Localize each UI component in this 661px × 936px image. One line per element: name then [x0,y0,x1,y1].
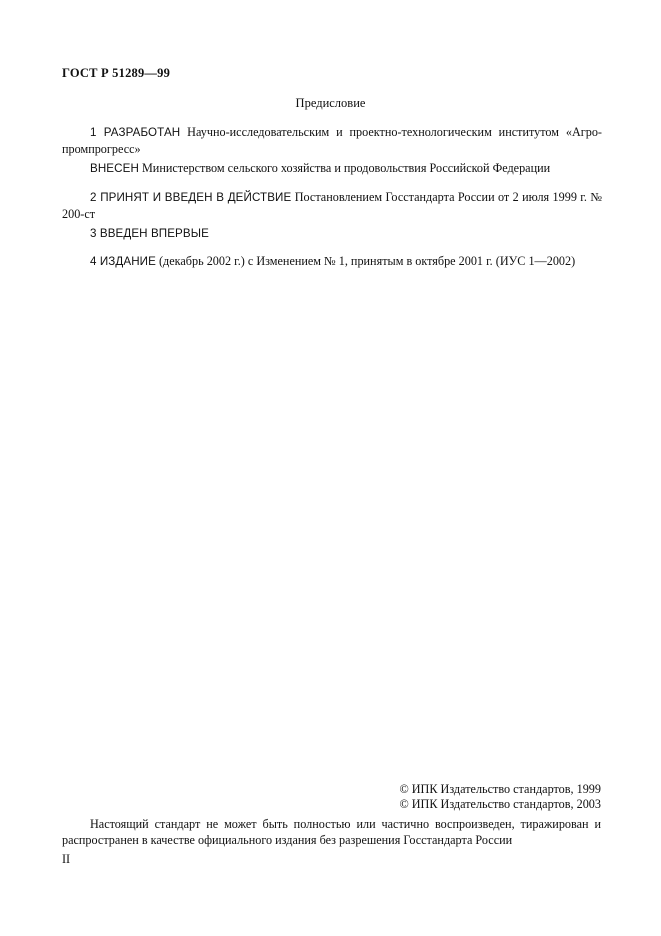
foreword-item-first-introduced [62,225,602,242]
item-lead: ВНЕСЕН [90,162,139,175]
item-text: Научно-исследовательским и проектно-технологическим институтом «Агро-промпрогресс» [62,125,602,156]
item-text: Постановлением Госстандарта России от 2 июля 1999 г. № 200-ст [62,190,602,221]
foreword-item-introduced [62,160,602,177]
copyright-line-1999: © ИПК Издательство стандартов, 1999 [399,782,601,796]
reproduction-notice [62,816,601,848]
section-title: Предисловие [295,96,366,110]
document-code: ГОСТ Р 51289—99 [62,66,171,80]
item-text: (декабрь 2002 г.) с Изменением № 1, принятым в октябре 2001 г. (ИУС 1—2002) [155,254,576,268]
page-number: II [62,852,71,866]
foreword-item-developed [62,124,602,157]
notice-text: Настоящий стандарт не может быть полностью или частично воспроизведен, тиражирован и распространен в качестве официального издания без разрешения Госстандарта России [62,817,601,847]
foreword-item-adopted [62,189,602,222]
item-text: Министерством сельского хозяйства и продовольствия Российской Федерации [138,161,551,175]
item-lead: 2 ПРИНЯТ И ВВЕДЕН В ДЕЙСТВИЕ [90,191,292,204]
item-lead: 1 РАЗРАБОТАН [90,126,181,139]
copyright-line-2003: © ИПК Издательство стандартов, 2003 [399,797,601,811]
item-lead: 4 ИЗДАНИЕ [90,255,156,268]
foreword-item-edition [62,253,602,270]
item-lead: 3 ВВЕДЕН ВПЕРВЫЕ [90,227,209,240]
